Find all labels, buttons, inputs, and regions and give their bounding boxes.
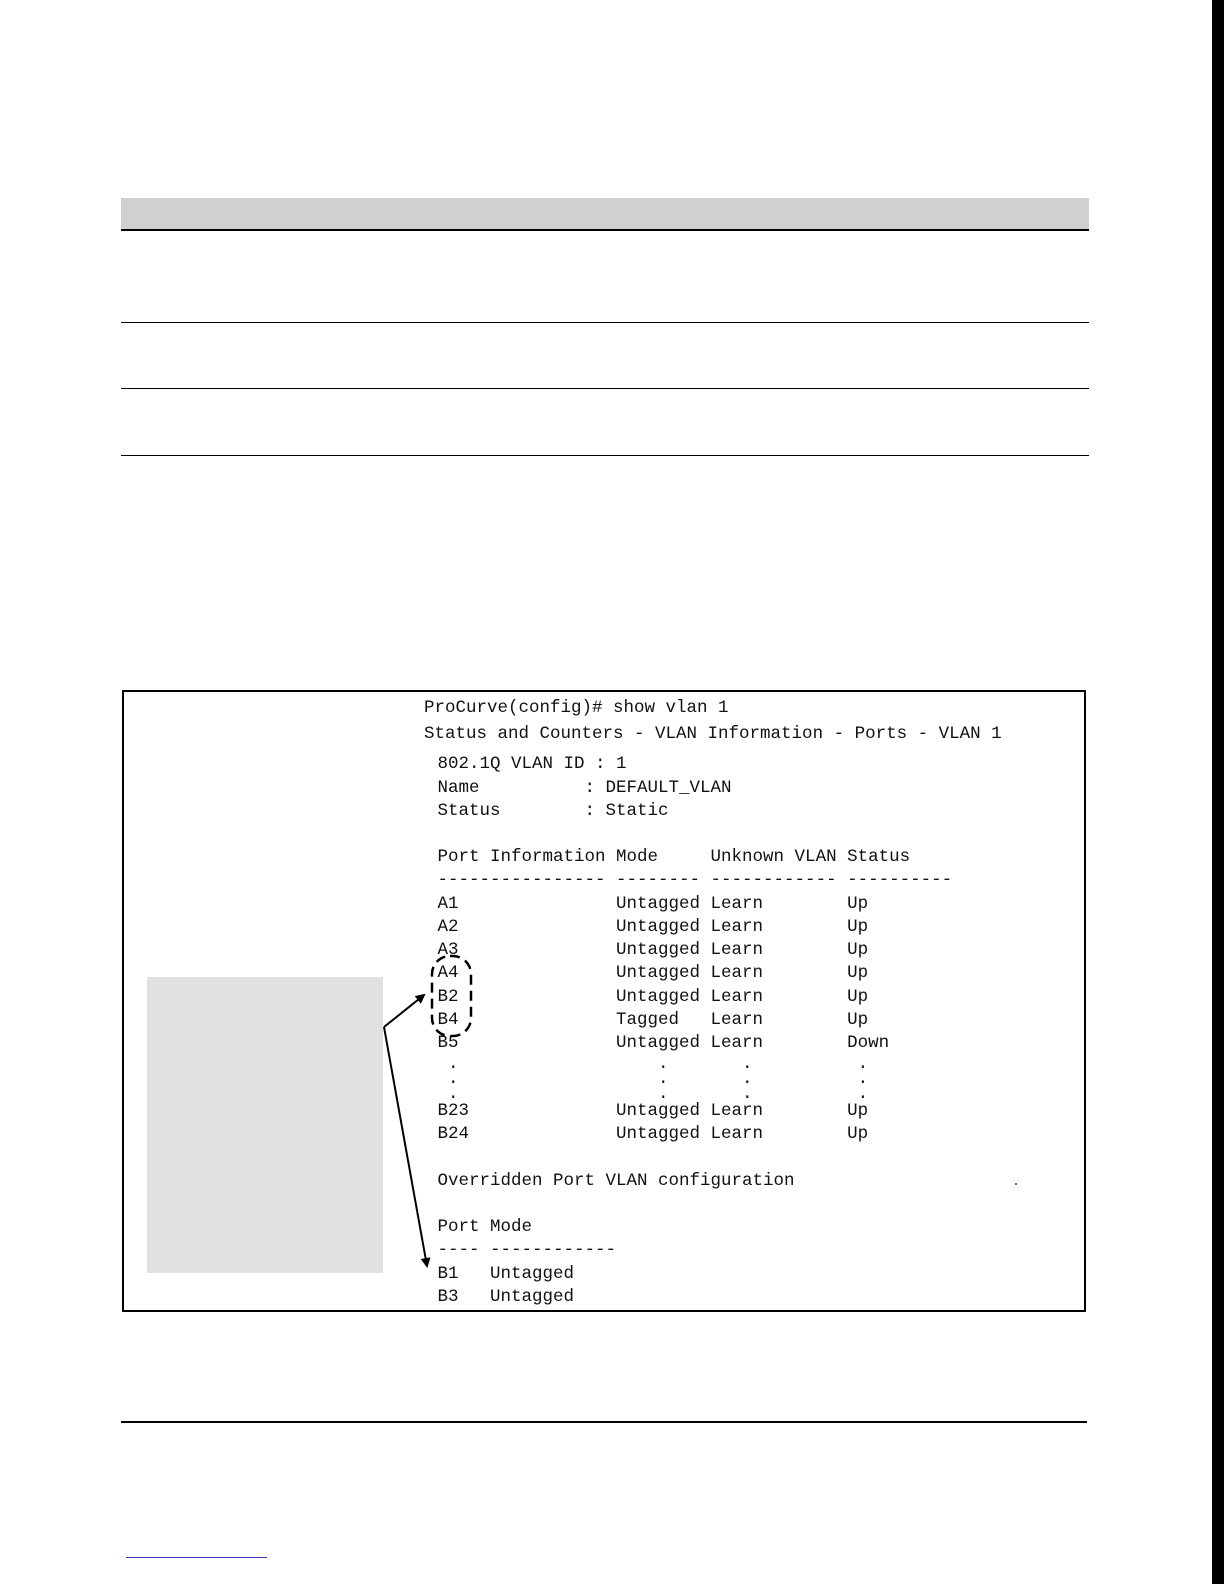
overridden-table-header: Port Mode bbox=[427, 1217, 533, 1237]
port-table-ellipsis: . . . . bbox=[427, 1054, 869, 1074]
table-header-bar bbox=[121, 198, 1089, 231]
port-table-row: B2 Untagged Learn Up bbox=[427, 987, 869, 1007]
callout-box bbox=[147, 977, 383, 1273]
port-table-ellipsis: . . . . bbox=[427, 1069, 869, 1089]
overridden-table-separator: ---- ------------ bbox=[427, 1240, 617, 1260]
vlan-name-line: Name : DEFAULT_VLAN bbox=[427, 778, 732, 798]
overridden-table-row: B3 Untagged bbox=[427, 1287, 575, 1307]
port-table-header: Port Information Mode Unknown VLAN Status bbox=[427, 847, 911, 867]
port-table-row: A4 Untagged Learn Up bbox=[427, 963, 869, 983]
overridden-title: Overridden Port VLAN configuration bbox=[427, 1171, 795, 1191]
table-bottom-rule bbox=[121, 455, 1089, 456]
port-table-separator: ---------------- -------- ------------ ---------- bbox=[427, 870, 953, 890]
port-table-row: B23 Untagged Learn Up bbox=[427, 1101, 869, 1121]
table-row-divider bbox=[121, 388, 1089, 389]
port-table-ellipsis: . . . . bbox=[427, 1084, 869, 1104]
cli-header: Status and Counters - VLAN Information - Ports - VLAN 1 bbox=[424, 724, 1002, 744]
port-table-row: B4 Tagged Learn Up bbox=[427, 1010, 869, 1030]
vlan-status-line: Status : Static bbox=[427, 801, 669, 821]
port-table-row: B5 Untagged Learn Down bbox=[427, 1033, 890, 1053]
page-edge-bar bbox=[1212, 0, 1224, 1584]
port-table-row: B24 Untagged Learn Up bbox=[427, 1124, 869, 1144]
vlan-id-line: 802.1Q VLAN ID : 1 bbox=[427, 754, 627, 774]
port-table-row: A1 Untagged Learn Up bbox=[427, 894, 869, 914]
footer-rule bbox=[121, 1421, 1087, 1423]
footer-link-underline bbox=[126, 1557, 267, 1558]
table-row-divider bbox=[121, 322, 1089, 323]
port-table-row: A2 Untagged Learn Up bbox=[427, 917, 869, 937]
port-table-row: A3 Untagged Learn Up bbox=[427, 940, 869, 960]
overridden-table-row: B1 Untagged bbox=[427, 1264, 575, 1284]
cli-command: ProCurve(config)# show vlan 1 bbox=[424, 698, 729, 718]
